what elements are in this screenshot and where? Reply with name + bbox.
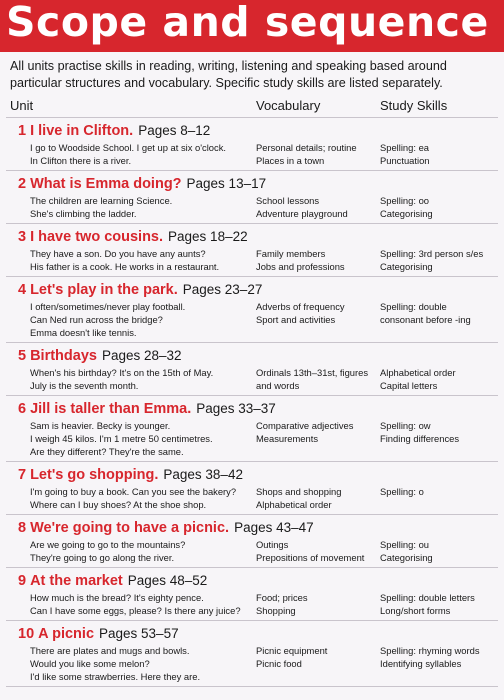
unit-section	[6, 515, 498, 568]
unit-row	[6, 154, 498, 167]
unit-number: 10	[18, 626, 35, 642]
vocabulary-text: Prepositions of movement	[256, 552, 365, 563]
unit-title	[6, 224, 498, 247]
unit-name: I have two cousins.	[30, 229, 164, 245]
unit-title	[6, 277, 498, 300]
unit-name: I live in Clifton.	[30, 123, 134, 139]
structure-text: Are we going to go to the mountains?	[30, 539, 186, 550]
intro-text: All units practise skills in reading, writing, listening and speaking based around particular structures and vocabulary. Specific study skills are listed separately.	[10, 59, 447, 90]
unit-number: 7	[18, 467, 27, 483]
unit-row	[6, 498, 498, 511]
study-skill-text: consonant before -ing	[380, 314, 471, 325]
unit-name: At the market	[30, 573, 123, 589]
structure-text: I go to Woodside School. I get up at six o'clock.	[30, 142, 226, 153]
unit-row	[6, 644, 498, 657]
unit-pages: Pages 43–47	[234, 520, 314, 535]
unit-row	[6, 670, 498, 683]
unit-name: Jill is taller than Emma.	[30, 401, 192, 417]
unit-number: 5	[18, 348, 27, 364]
structure-text: In Clifton there is a river.	[30, 155, 132, 166]
study-skill-text: Spelling: ou	[380, 539, 429, 550]
structure-text: They're going to go along the river.	[30, 552, 175, 563]
vocabulary-text: and words	[256, 380, 300, 391]
study-skill-text: Categorising	[380, 208, 433, 219]
header-vocabulary: Vocabulary	[256, 98, 321, 113]
unit-rows	[6, 247, 498, 276]
structure-text: There are plates and mugs and bowls.	[30, 645, 190, 656]
unit-section	[6, 277, 498, 343]
unit-rows	[6, 300, 498, 342]
unit-name: What is Emma doing?	[30, 176, 182, 192]
unit-row	[6, 551, 498, 564]
study-skill-text: Capital letters	[380, 380, 438, 391]
unit-title	[6, 171, 498, 194]
study-skill-text: Punctuation	[380, 155, 430, 166]
unit-pages: Pages 53–57	[99, 626, 179, 641]
vocabulary-text: Adverbs of frequency	[256, 301, 345, 312]
vocabulary-text: Ordinals 13th–31st, figures	[256, 367, 369, 378]
unit-row	[6, 538, 498, 551]
vocabulary-text: Food; prices	[256, 592, 308, 603]
unit-number: 6	[18, 401, 27, 417]
unit-name: Let's go shopping.	[30, 467, 159, 483]
unit-section	[6, 118, 498, 171]
structure-text: She's climbing the ladder.	[30, 208, 137, 219]
unit-number: 8	[18, 520, 27, 536]
header-unit: Unit	[10, 98, 34, 113]
unit-title	[6, 118, 498, 141]
vocabulary-text: Sport and activities	[256, 314, 336, 325]
study-skill-text: Categorising	[380, 552, 433, 563]
study-skill-text: Categorising	[380, 261, 433, 272]
study-skill-text: Spelling: ow	[380, 420, 431, 431]
unit-rows	[6, 194, 498, 223]
unit-rows	[6, 366, 498, 395]
unit-pages: Pages 48–52	[127, 573, 208, 588]
structure-text: They have a son. Do you have any aunts?	[30, 248, 206, 259]
structure-text: Would you like some melon?	[30, 658, 150, 669]
unit-title	[6, 568, 498, 591]
study-skill-text: Spelling: oo	[380, 195, 429, 206]
study-skill-text: Spelling: double	[380, 301, 447, 312]
structure-text: How much is the bread? It's eighty pence.	[30, 592, 204, 603]
units-list	[0, 118, 504, 687]
unit-row	[6, 379, 498, 392]
study-skill-text: Finding differences	[380, 433, 460, 444]
structure-text: His father is a cook. He works in a restaurant.	[30, 261, 220, 272]
study-skill-text: Spelling: o	[380, 486, 424, 497]
unit-name: Let's play in the park.	[30, 282, 178, 298]
structure-text: Emma doesn't like tennis.	[30, 327, 137, 338]
vocabulary-text: Adventure playground	[256, 208, 348, 219]
page-title: Scope and sequence	[6, 0, 489, 46]
unit-title	[6, 621, 498, 644]
structure-text: When's his birthday? It's on the 15th of May.	[30, 367, 214, 378]
column-headers	[0, 95, 504, 117]
unit-name: A picnic	[38, 626, 95, 642]
study-skill-text: Long/short forms	[380, 605, 451, 616]
unit-rows	[6, 538, 498, 567]
unit-row	[6, 445, 498, 458]
unit-number: 3	[18, 229, 27, 245]
unit-row	[6, 247, 498, 260]
study-skill-text: Spelling: 3rd person s/es	[380, 248, 484, 259]
study-skill-text: Spelling: ea	[380, 142, 429, 153]
vocabulary-text: Outings	[256, 539, 289, 550]
unit-number: 4	[18, 282, 27, 298]
unit-row	[6, 485, 498, 498]
unit-row	[6, 260, 498, 273]
structure-text: I'd like some strawberries. Here they are.	[30, 671, 201, 682]
unit-row	[6, 194, 498, 207]
unit-pages: Pages 28–32	[101, 348, 182, 363]
study-skill-text: Identifying syllables	[380, 658, 462, 669]
unit-number: 2	[18, 176, 27, 192]
unit-number: 1	[18, 123, 27, 139]
vocabulary-text: Picnic equipment	[256, 645, 328, 656]
structure-text: Can I have some eggs, please? Is there any juice?	[30, 605, 241, 616]
structure-text: Where can I buy shoes? At the shoe shop.	[30, 499, 207, 510]
structure-text: The children are learning Science.	[30, 195, 173, 206]
vocabulary-text: Alphabetical order	[256, 499, 332, 510]
unit-row	[6, 326, 498, 339]
vocabulary-text: Picnic food	[256, 658, 302, 669]
unit-row	[6, 432, 498, 445]
study-skill-text: Alphabetical order	[380, 367, 456, 378]
unit-row	[6, 207, 498, 220]
vocabulary-text: Places in a town	[256, 155, 325, 166]
title-banner	[0, 0, 504, 52]
structure-text: I weigh 45 kilos. I'm 1 metre 50 centimetres.	[30, 433, 213, 444]
unit-title	[6, 396, 498, 419]
unit-row	[6, 141, 498, 154]
structure-text: July is the seventh month.	[30, 380, 139, 391]
structure-text: Sam is heavier. Becky is younger.	[30, 420, 171, 431]
unit-pages: Pages 8–12	[138, 123, 211, 138]
unit-section	[6, 462, 498, 515]
vocabulary-text: School lessons	[256, 195, 320, 206]
header-study-skills: Study Skills	[380, 98, 448, 113]
unit-rows	[6, 141, 498, 170]
unit-name: Birthdays	[30, 348, 97, 364]
vocabulary-text: Personal details; routine	[256, 142, 357, 153]
unit-row	[6, 657, 498, 670]
unit-row	[6, 313, 498, 326]
vocabulary-text: Shops and shopping	[256, 486, 342, 497]
unit-pages: Pages 23–27	[182, 282, 263, 297]
unit-section	[6, 621, 498, 687]
unit-rows	[6, 419, 498, 461]
study-skill-text: Spelling: double letters	[380, 592, 475, 603]
unit-title	[6, 462, 498, 485]
unit-rows	[6, 644, 498, 686]
structure-text: I often/sometimes/never play football.	[30, 301, 186, 312]
vocabulary-text: Jobs and professions	[256, 261, 345, 272]
unit-pages: Pages 18–22	[168, 229, 248, 244]
unit-section	[6, 343, 498, 396]
unit-section	[6, 171, 498, 224]
unit-title	[6, 515, 498, 538]
structure-text: Can Ned run across the bridge?	[30, 314, 163, 325]
vocabulary-text: Family members	[256, 248, 326, 259]
structure-text: I'm going to buy a book. Can you see the bakery?	[30, 486, 237, 497]
vocabulary-text: Shopping	[256, 605, 296, 616]
unit-section	[6, 224, 498, 277]
vocabulary-text: Measurements	[256, 433, 319, 444]
unit-pages: Pages 33–37	[196, 401, 276, 416]
structure-text: Are they different? They're the same.	[30, 446, 184, 457]
unit-rows	[6, 591, 498, 620]
unit-rows	[6, 485, 498, 514]
unit-section	[6, 568, 498, 621]
unit-row	[6, 366, 498, 379]
unit-number: 9	[18, 573, 27, 589]
unit-row	[6, 300, 498, 313]
unit-section	[6, 396, 498, 462]
unit-pages: Pages 38–42	[163, 467, 243, 482]
vocabulary-text: Comparative adjectives	[256, 420, 354, 431]
unit-title	[6, 343, 498, 366]
unit-pages: Pages 13–17	[186, 176, 267, 191]
study-skill-text: Spelling: rhyming words	[380, 645, 480, 656]
unit-row	[6, 604, 498, 617]
unit-row	[6, 591, 498, 604]
unit-name: We're going to have a picnic.	[30, 520, 230, 536]
unit-row	[6, 419, 498, 432]
